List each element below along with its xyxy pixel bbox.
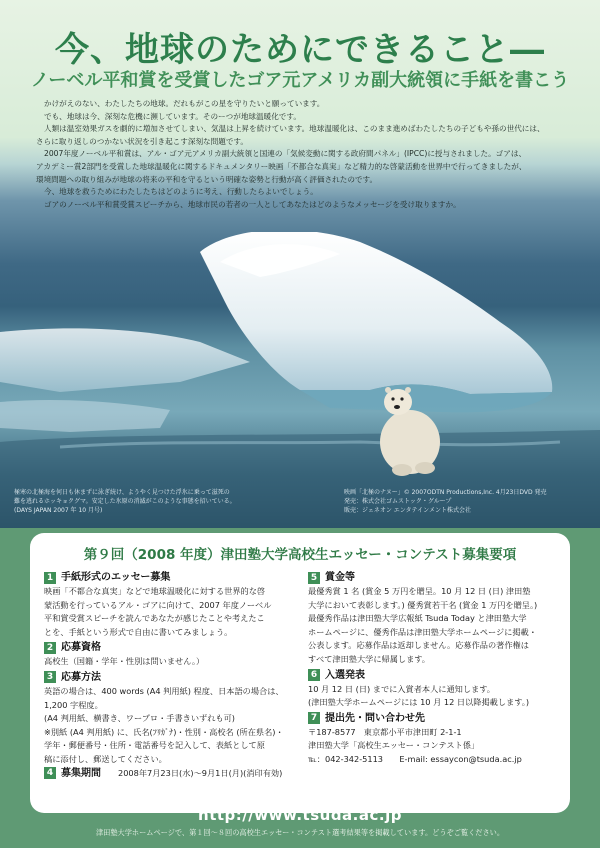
intro-line: 2007年度ノーベル平和賞は、アル・ゴア元アメリカ副大統領と国連の「気候変動に関する政府間パネル」(IPCC)に授与されました。ゴアは、: [44, 149, 527, 159]
section-number-badge: 7: [308, 712, 320, 724]
section-heading: 応募資格: [61, 642, 101, 654]
caption-line: 極寒の北極海を何日も休まずに泳ぎ続け、ようやく見つけた浮氷に乗って滋死の: [14, 489, 230, 496]
guidelines-left-column: [44, 569, 302, 780]
intro-line: ゴアのノーベル平和賞受賞スピーチから、地球市民の若者の一人としてあなたはどのようなメッセージを受け取りますか。: [44, 199, 461, 209]
caption-line: 発売：株式会社ゴムストック・グループ: [344, 498, 452, 505]
section-number-badge: 6: [308, 669, 320, 681]
intro-line: さらに取り返しのつかない状況を引き起こす深刻な問題です。: [36, 136, 249, 146]
section-heading: 賞金等: [325, 572, 355, 583]
intro-line: 人類は温室効果ガスを劇的に増加させてしまい、気温は上昇を続けています。地球温暖化は、このまま進めばわたしたちの子どもや孫の世代には、: [44, 124, 545, 134]
application-period-value: 2008年7月23日(水)～9月1日(月)(消印有効): [118, 767, 283, 778]
page-subtitle: ノーベル平和賞を受賞したゴア元アメリカ副大統領に手紙を書こう: [30, 70, 570, 91]
section-heading: 提出先・問い合わせ先: [325, 712, 425, 724]
section-prizes: [308, 570, 560, 667]
intro-line: でも、地球は今、深刻な危機に瀕しています。そのーつが地球温暖化です。: [44, 111, 301, 121]
section-application-period: [44, 767, 302, 781]
arctic-sea-photo: [0, 232, 600, 528]
section-heading: 入選発表: [325, 669, 365, 681]
section-number-badge: 3: [44, 671, 56, 683]
caption-line: 映画「北極のナヌー」© 2007ODTN Productions,Inc. 4月23日DVD 発売: [344, 489, 547, 496]
section-announcement: [308, 668, 560, 710]
intro-text: [36, 98, 566, 211]
footer-note: 津田塾大学ホームページで、第１回～８回の高校生エッセー・コンテスト選考結果等を掲載しています。どうぞご覧ください。: [95, 828, 505, 837]
section-how-to-apply: [44, 670, 302, 767]
section-body: 最優秀賞 1 名 (賞金 5 万円を贈呈。10 月 12 日 (日) 津田塾 大学において表彰します。) 優秀賞若干名 (賞金 1 万円を贈呈。) 最優秀作品は津田塾大学広報紙 Tsuda Today と津田塾大学 ホームページに、優秀作品は津田塾大学ホームページに掲載・ 公表します。応募作品は返却しません。応募作品の著作権は すべて津田塾大学に帰属します。: [308, 586, 538, 664]
section-body: 映画「不都合な真実」などで地球温暖化に対する世界的な啓 蒙活動を行っているアル・ゴアに向けて、2007 年度ノーベル 平和賞受賞スピーチを読んであなたが感じたことや考えたこ とを、手紙という形式で自由に書いてみましょう。: [44, 586, 272, 637]
photo-caption-left: [14, 488, 284, 515]
section-number-badge: 4: [44, 767, 56, 779]
section-heading: 応募方法: [61, 671, 101, 683]
contest-guidelines-panel: [30, 533, 570, 813]
intro-line: かけがえのない、わたしたちの地球。だれもがこの星を守りたいと願っています。: [44, 99, 325, 108]
caption-line: 難を逃れるホッキョクグマ。安定した氷原の消滅がこのような事態を招いている。: [14, 498, 236, 505]
section-number-badge: 5: [308, 572, 320, 584]
section-body: 英語の場合は、400 words (A4 判用紙) 程度、日本語の場合は、 1,200 字程度。 (A4 判用紙、横書き、ワープロ・手書きいずれも可) ※別紙 (A4 判用紙) に、氏名(ﾌﾘｶﾞﾅ)・性別・高校名 (所在県名)・ 学年・郵便番号・住所・電話番号を記入して、表紙として原 稿に添付し、郵送してください。: [44, 685, 284, 764]
caption-line: (DAYS JAPAN 2007 年 10 月号): [14, 507, 103, 514]
section-number-badge: 2: [44, 642, 56, 654]
section-heading: 手紙形式のエッセー募集: [61, 572, 171, 583]
intro-line: 今、地球を救うためにわたしたちはどのように考え、行動したらよいでしょう。: [44, 187, 318, 197]
guidelines-right-column: [308, 569, 560, 767]
polar-bear-iceberg-illustration: [0, 232, 600, 528]
intro-line: アカデミー賞2部門を受賞した地球温暖化に関するドキュメンタリー映画「不都合な真実」など精力的な啓蒙活動を世界中で行ってきましたが、: [36, 161, 527, 171]
section-eligibility: [44, 640, 302, 669]
section-body: 〒187-8577 東京都小平市津田町 2-1-1 津田塾大学「高校生エッセー・コンテスト係」 ℡：042-342-5113 E-mail: essaycon@tsuda.ac.jp: [308, 726, 522, 764]
section-essay-format: [44, 570, 302, 639]
caption-line: 販売：ジェネオン エンタテインメント株式会社: [344, 507, 471, 514]
panel-title: 第９回（2008 年度）津田塾大学高校生エッセー・コンテスト募集要項: [83, 547, 517, 563]
website-url[interactable]: http://www.tsuda.ac.jp: [198, 806, 402, 824]
section-body: 高校生（国籍・学年・性別は問いません。）: [44, 656, 205, 667]
section-contact: [308, 711, 560, 767]
intro-line: 環境問題への取り組みが地球の将来の平和を守るという明確な姿勢と行動が高く評価されたのです。: [36, 174, 378, 184]
page-title: 今、地球のためにできること―: [55, 30, 545, 70]
section-number-badge: 1: [44, 572, 56, 584]
section-body: 10 月 12 日 (日) までに入賞者本人に通知します。 (津田塾大学ホームページには 10 月 12 日以降掲載します。): [308, 683, 530, 708]
section-heading: 募集期間: [61, 767, 101, 779]
photo-caption-right: [344, 488, 590, 515]
